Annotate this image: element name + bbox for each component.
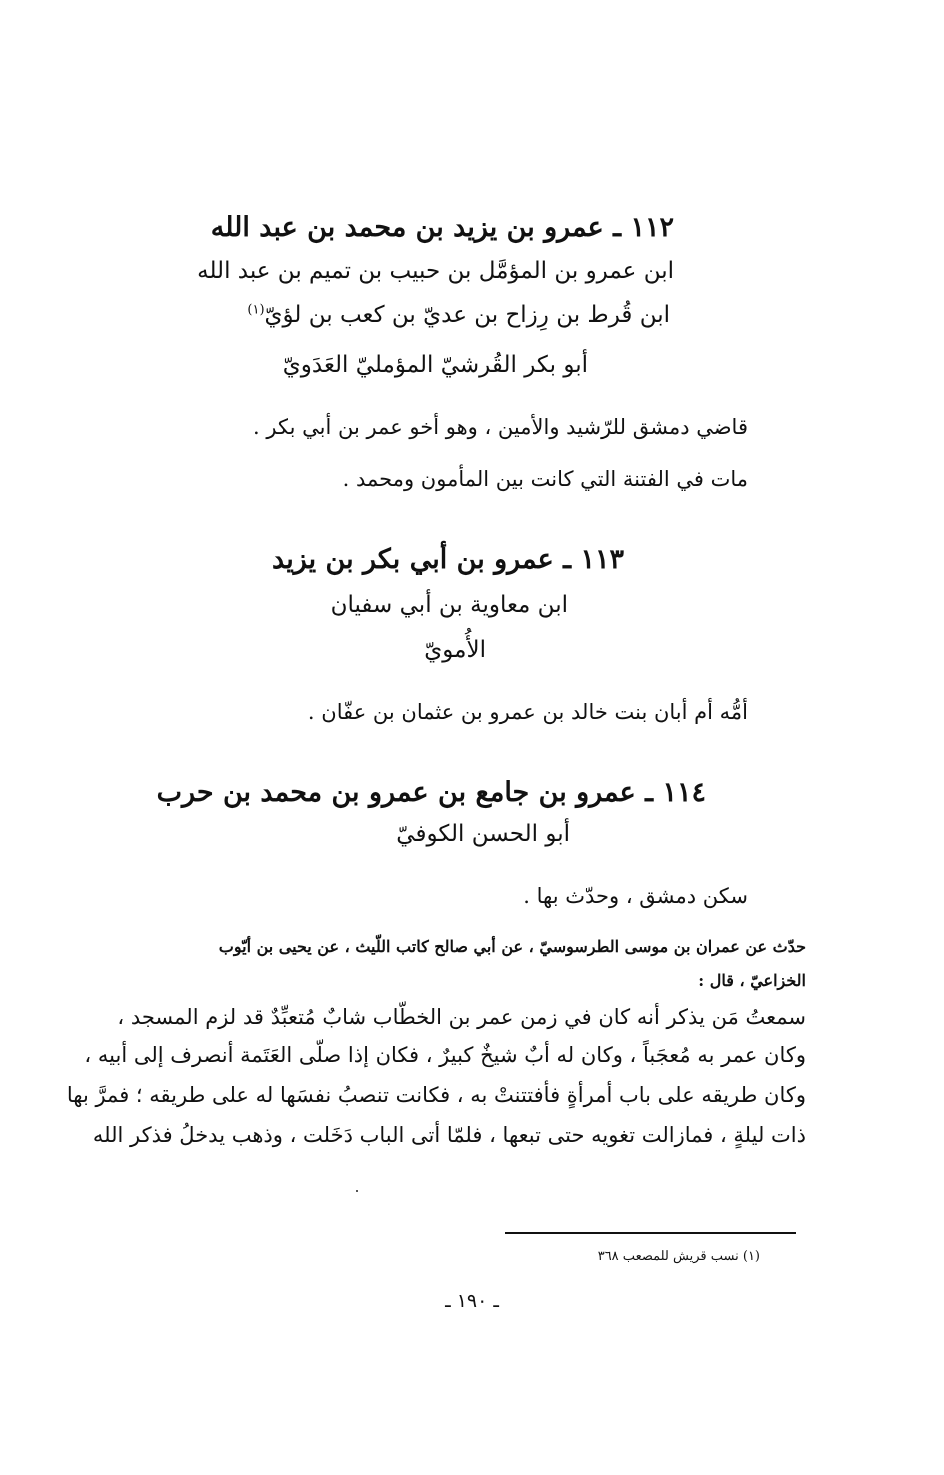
print-speck: [356, 1190, 358, 1192]
entry-113-lineage-1: ابن معاوية بن أبي سفيان: [330, 592, 568, 618]
entry-112-heading: ١١٢ ـ عمرو بن يزيد بن محمد بن عبد الله: [210, 212, 674, 243]
isnad-line-2: الخزاعيّ ، قال :: [698, 971, 806, 990]
entry-112-body-1: قاضي دمشق للرّشيد والأمين ، وهو أخو عمر بن أبي بكر .: [253, 415, 748, 439]
entry-112-body-2: مات في الفتنة التي كانت بين المأمون ومحمد .: [342, 467, 748, 491]
entry-112-lineage-2: [247, 302, 670, 328]
footnote-marker: (١): [247, 302, 265, 318]
entry-112-lineage-2-text: ابن قُرط بن رِزاح بن عديّ بن كعب بن لؤيّ: [264, 302, 670, 328]
entry-112-lineage-3: أبو بكر القُرشيّ المؤمليّ العَدَويّ: [282, 352, 588, 378]
narration-line-2: وكان عمر به مُعجَباً ، وكان له أبٌ شيخٌ كبيرٌ ، فكان إذا صلّى العَتَمة أنصرف إلى أبيه ،: [84, 1043, 806, 1067]
isnad-line-1: حدّث عن عمران بن موسى الطرسوسيّ ، عن أبي صالح كاتب اللّيث ، عن يحيى بن أيّوب: [218, 937, 806, 956]
narration-line-3: وكان طريقه على باب أمرأةٍ فأفتتنتْ به ، فكانت تنصبُ نفسَها له على طريقه ؛ فمرَّ بها: [66, 1083, 806, 1107]
entry-114-heading: ١١٤ ـ عمرو بن جامع بن عمرو بن محمد بن حرب: [156, 777, 706, 808]
entry-112-lineage-1: ابن عمرو بن المؤمَّل بن حبيب بن تميم بن عبد الله: [197, 258, 674, 284]
narration-line-4: ذات ليلةٍ ، فمازالت تغويه حتى تبعها ، فلمّا أتى الباب دَخَلت ، وذهب يدخلُ فذكر الله: [92, 1123, 806, 1147]
entry-114-lineage-1: أبو الحسن الكوفيّ: [396, 821, 570, 847]
entry-113-lineage-2: الأُمويّ: [424, 637, 486, 663]
page-number: ـ ١٩٠ ـ: [445, 1290, 499, 1312]
entry-114-body-1: سكن دمشق ، وحدّث بها .: [523, 884, 748, 908]
footnote-text: (١) نسب قريش للمصعب ٣٦٨: [597, 1249, 760, 1264]
entry-113-body-1: أمُّه أم أبان بنت خالد بن عمرو بن عثمان بن عفّان .: [307, 700, 748, 724]
entry-113-heading: ١١٣ ـ عمرو بن أبي بكر بن يزيد: [272, 544, 624, 575]
narration-line-1: سمعتُ مَن يذكر أنه كان في زمن عمر بن الخطّاب شابٌ مُتعبِّدٌ قد لزم المسجد ،: [117, 1005, 806, 1029]
footnote-rule: [505, 1232, 796, 1234]
